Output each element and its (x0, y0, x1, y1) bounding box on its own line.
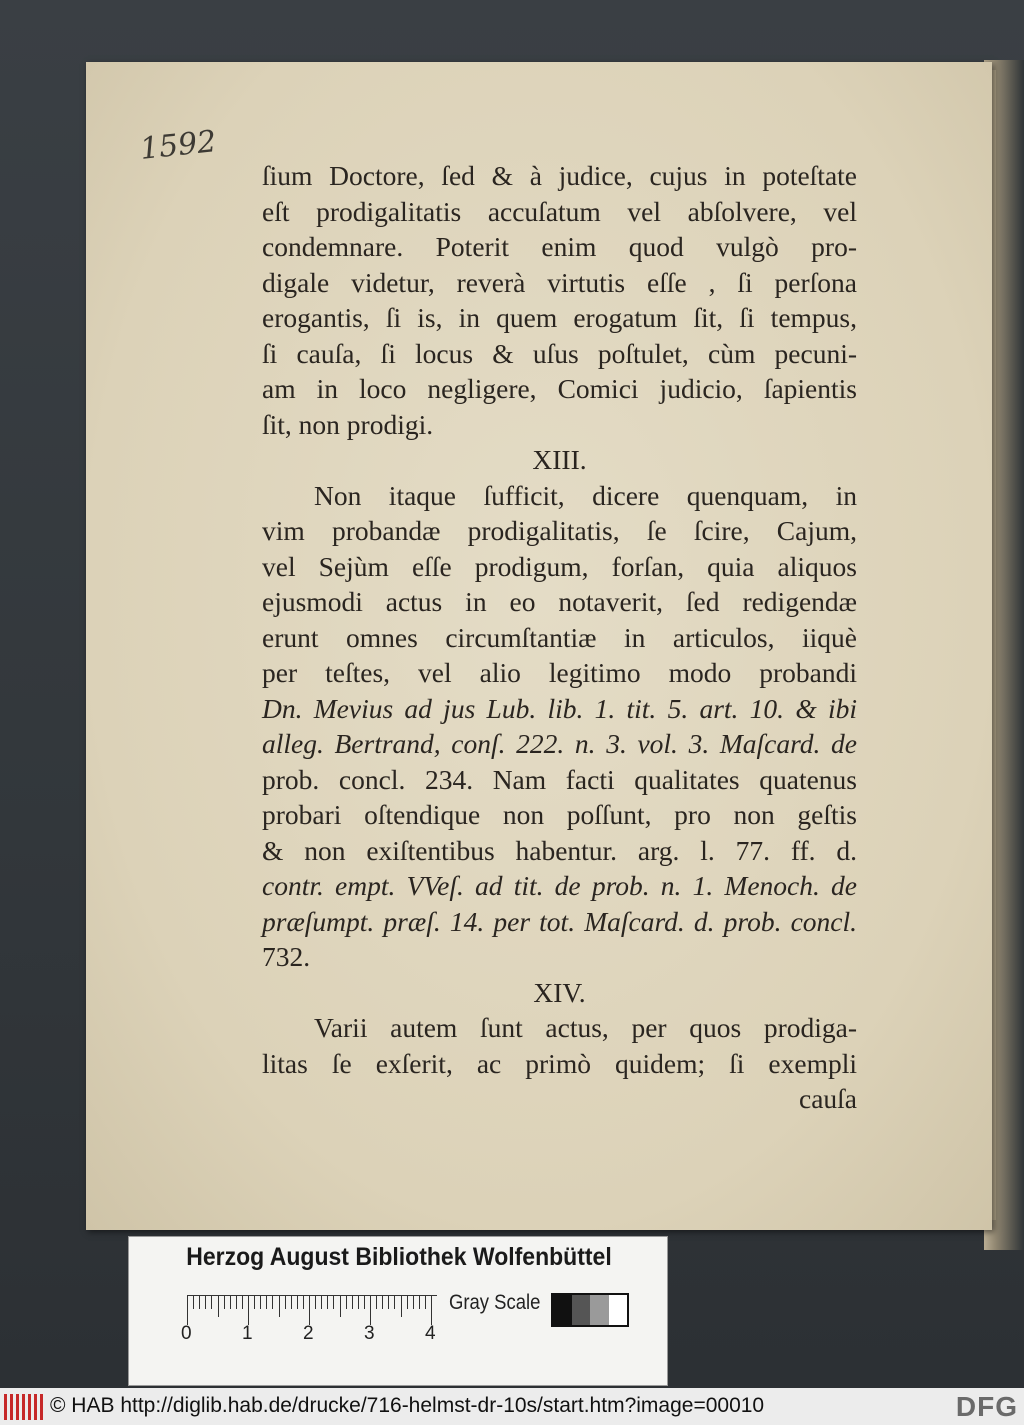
text-line: ſi cauſa, ſi locus & uſus poſtulet, cùm pecuni- (262, 337, 857, 369)
marginal-note: 1592 (138, 124, 218, 167)
text-line: 732. (262, 941, 311, 972)
text-line: ſium Doctore, ſed & à judice, cujus in poteſtate (262, 160, 857, 191)
ruler-tick (236, 1295, 237, 1309)
text-line: prob. concl. 234. Nam facti qualitates quatenus (262, 763, 857, 795)
ruler-tick (394, 1295, 395, 1309)
ruler-tick (309, 1295, 310, 1325)
text-line: & non exiſtentibus habentur. arg. l. 77. ff. d. (262, 834, 857, 866)
gray-scale-label: Gray Scale (449, 1291, 541, 1314)
ruler-tick (382, 1295, 383, 1309)
ruler-tick (419, 1295, 420, 1309)
ruler-tick (333, 1295, 334, 1309)
ruler-tick (425, 1295, 426, 1309)
text-line: vel Sejùm eſſe prodigum, forſan, quia aliquos (262, 550, 857, 582)
ruler-tick (218, 1295, 219, 1317)
text-line: alleg. Bertrand, conſ. 222. n. 3. vol. 3. Maſcard. de (262, 728, 857, 759)
gray-swatch (572, 1295, 591, 1325)
ruler-number: 4 (425, 1323, 436, 1344)
barcode-icon (4, 1394, 44, 1420)
ruler-tick (315, 1295, 316, 1309)
ruler-tick (272, 1295, 273, 1309)
copyright-url[interactable]: © HAB http://diglib.hab.de/drucke/716-helmst-dr-10s/start.htm?image=00010 (50, 1394, 765, 1417)
text-line: XIV. (533, 976, 586, 1008)
gray-swatch (609, 1295, 628, 1325)
text-line: eſt prodigalitatis accuſatum vel abſolvere, vel (262, 195, 857, 227)
ruler-tick (193, 1295, 194, 1309)
ruler-tick (352, 1295, 353, 1309)
text-line: probari oſtendique non poſſunt, pro non geſtis (262, 799, 857, 830)
ruler-number: 3 (364, 1323, 375, 1344)
ruler-tick (413, 1295, 414, 1309)
dfg-logo: DFG (955, 1391, 1018, 1422)
ruler-tick (321, 1295, 322, 1309)
ruler-tick (401, 1295, 402, 1317)
ruler-number: 2 (303, 1323, 314, 1344)
ruler-tick (297, 1295, 298, 1309)
ruler-tick (266, 1295, 267, 1309)
ruler-tick (303, 1295, 304, 1309)
ruler-number: 1 (242, 1323, 253, 1344)
text-line: erunt omnes circumſtantiæ in articulos, iiquè (262, 621, 857, 653)
text-line: per teſtes, vel alio legitimo modo probandi (262, 657, 857, 688)
ruler-tick (260, 1295, 261, 1309)
ruler-tick (254, 1295, 255, 1309)
ruler-tick (285, 1295, 286, 1309)
text-line: Dn. Mevius ad jus Lub. lib. 1. tit. 5. art. 10. & ibi (262, 692, 857, 724)
ruler-tick (211, 1295, 212, 1309)
gray-swatch (553, 1295, 572, 1325)
gray-swatch (590, 1295, 609, 1325)
calibration-bar (128, 1236, 668, 1386)
ruler-tick (242, 1295, 243, 1309)
ruler-tick (199, 1295, 200, 1309)
text-line: Varii autem ſunt actus, per quos prodiga- (314, 1012, 857, 1043)
ruler-tick (291, 1295, 292, 1309)
ruler-number: 0 (181, 1323, 192, 1344)
ruler-tick (407, 1295, 408, 1309)
ruler-tick (327, 1295, 328, 1309)
page-text (262, 158, 857, 1117)
text-line: condemnare. Poterit enim quod vulgò pro- (262, 231, 857, 262)
text-line: XIII. (532, 444, 587, 475)
ruler-tick (431, 1295, 432, 1325)
text-line: erogantis, ſi is, in quem erogatum ſit, ſi tempus, (262, 302, 857, 333)
text-line: vim probandæ prodigalitatis, ſe ſcire, Cajum, (262, 515, 857, 546)
ruler-tick (370, 1295, 371, 1325)
ruler-tick (346, 1295, 347, 1309)
text-line: contr. empt. VVeſ. ad tit. de prob. n. 1. Menoch. de (262, 870, 857, 901)
ruler-tick (248, 1295, 249, 1325)
ruler-tick (205, 1295, 206, 1309)
text-line: ſit, non prodigi. (262, 408, 434, 440)
ruler-tick (187, 1295, 188, 1325)
text-line: litas ſe exſerit, ac primò quidem; ſi exempli (262, 1047, 857, 1079)
text-line: am in loco negligere, Comici judicio, ſapientis (262, 373, 857, 404)
ruler-tick (340, 1295, 341, 1317)
ruler-tick (224, 1295, 225, 1309)
text-line: ejusmodi actus in eo notaverit, ſed redigendæ (262, 586, 857, 617)
ruler-tick (358, 1295, 359, 1309)
footer-bar (0, 1388, 1024, 1425)
ruler-tick (388, 1295, 389, 1309)
gray-scale-swatches (551, 1293, 629, 1327)
ruler-tick (230, 1295, 231, 1309)
text-line: cauſa (798, 1083, 857, 1114)
ruler-tick (279, 1295, 280, 1317)
text-line: Non itaque ſufficit, dicere quenquam, in (314, 479, 857, 511)
text-line: digale videtur, reverà virtutis eſſe , ſi perſona (262, 266, 857, 298)
ruler-tick (364, 1295, 365, 1309)
text-line: præſumpt. præſ. 14. per tot. Maſcard. d. prob. concl. (262, 905, 857, 937)
ruler-tick (376, 1295, 377, 1309)
library-name: Herzog August Bibliothek Wolfenbüttel (186, 1243, 612, 1271)
